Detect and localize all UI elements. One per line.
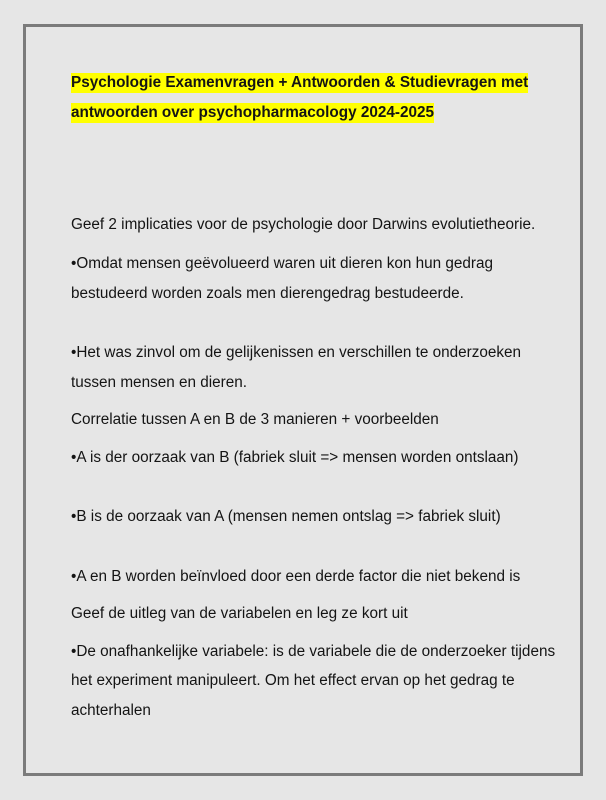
answer-line: achterhalen	[71, 702, 151, 719]
document-title-line-1	[71, 73, 528, 92]
question-variables: Geef de uitleg van de variabelen en leg ze kort uit	[71, 605, 408, 622]
answer-line: •A is der oorzaak van B (fabriek sluit => mensen worden ontslaan)	[71, 449, 519, 466]
document-page-frame	[23, 24, 583, 776]
answer-line: •Het was zinvol om de gelijkenissen en verschillen te onderzoeken	[71, 344, 522, 361]
title-highlight: antwoorden over psychopharmacology 2024-2025	[71, 104, 435, 121]
answer-line: bestudeerd worden zoals men dierengedrag bestudeerde.	[71, 285, 464, 302]
answer-line: tussen mensen en dieren.	[71, 374, 248, 391]
answer-line: •De onafhankelijke variabele: is de variabele die de onderzoeker tijdens	[71, 643, 556, 660]
title-highlight: Psychologie Examenvragen + Antwoorden & Studievragen met	[71, 74, 529, 91]
document-title-line-2	[71, 103, 434, 122]
answer-line: •A en B worden beïnvloed door een derde factor die niet bekend is	[71, 568, 521, 585]
answer-line: •B is de oorzaak van A (mensen nemen ontslag => fabriek sluit)	[71, 508, 501, 525]
question-darwin: Geef 2 implicaties voor de psychologie door Darwins evolutietheorie.	[71, 216, 536, 233]
answer-line: •Omdat mensen geëvolueerd waren uit dieren kon hun gedrag	[71, 255, 494, 272]
question-correlation: Correlatie tussen A en B de 3 manieren + voorbeelden	[71, 411, 439, 428]
answer-line: het experiment manipuleert. Om het effect ervan op het gedrag te	[71, 672, 515, 689]
